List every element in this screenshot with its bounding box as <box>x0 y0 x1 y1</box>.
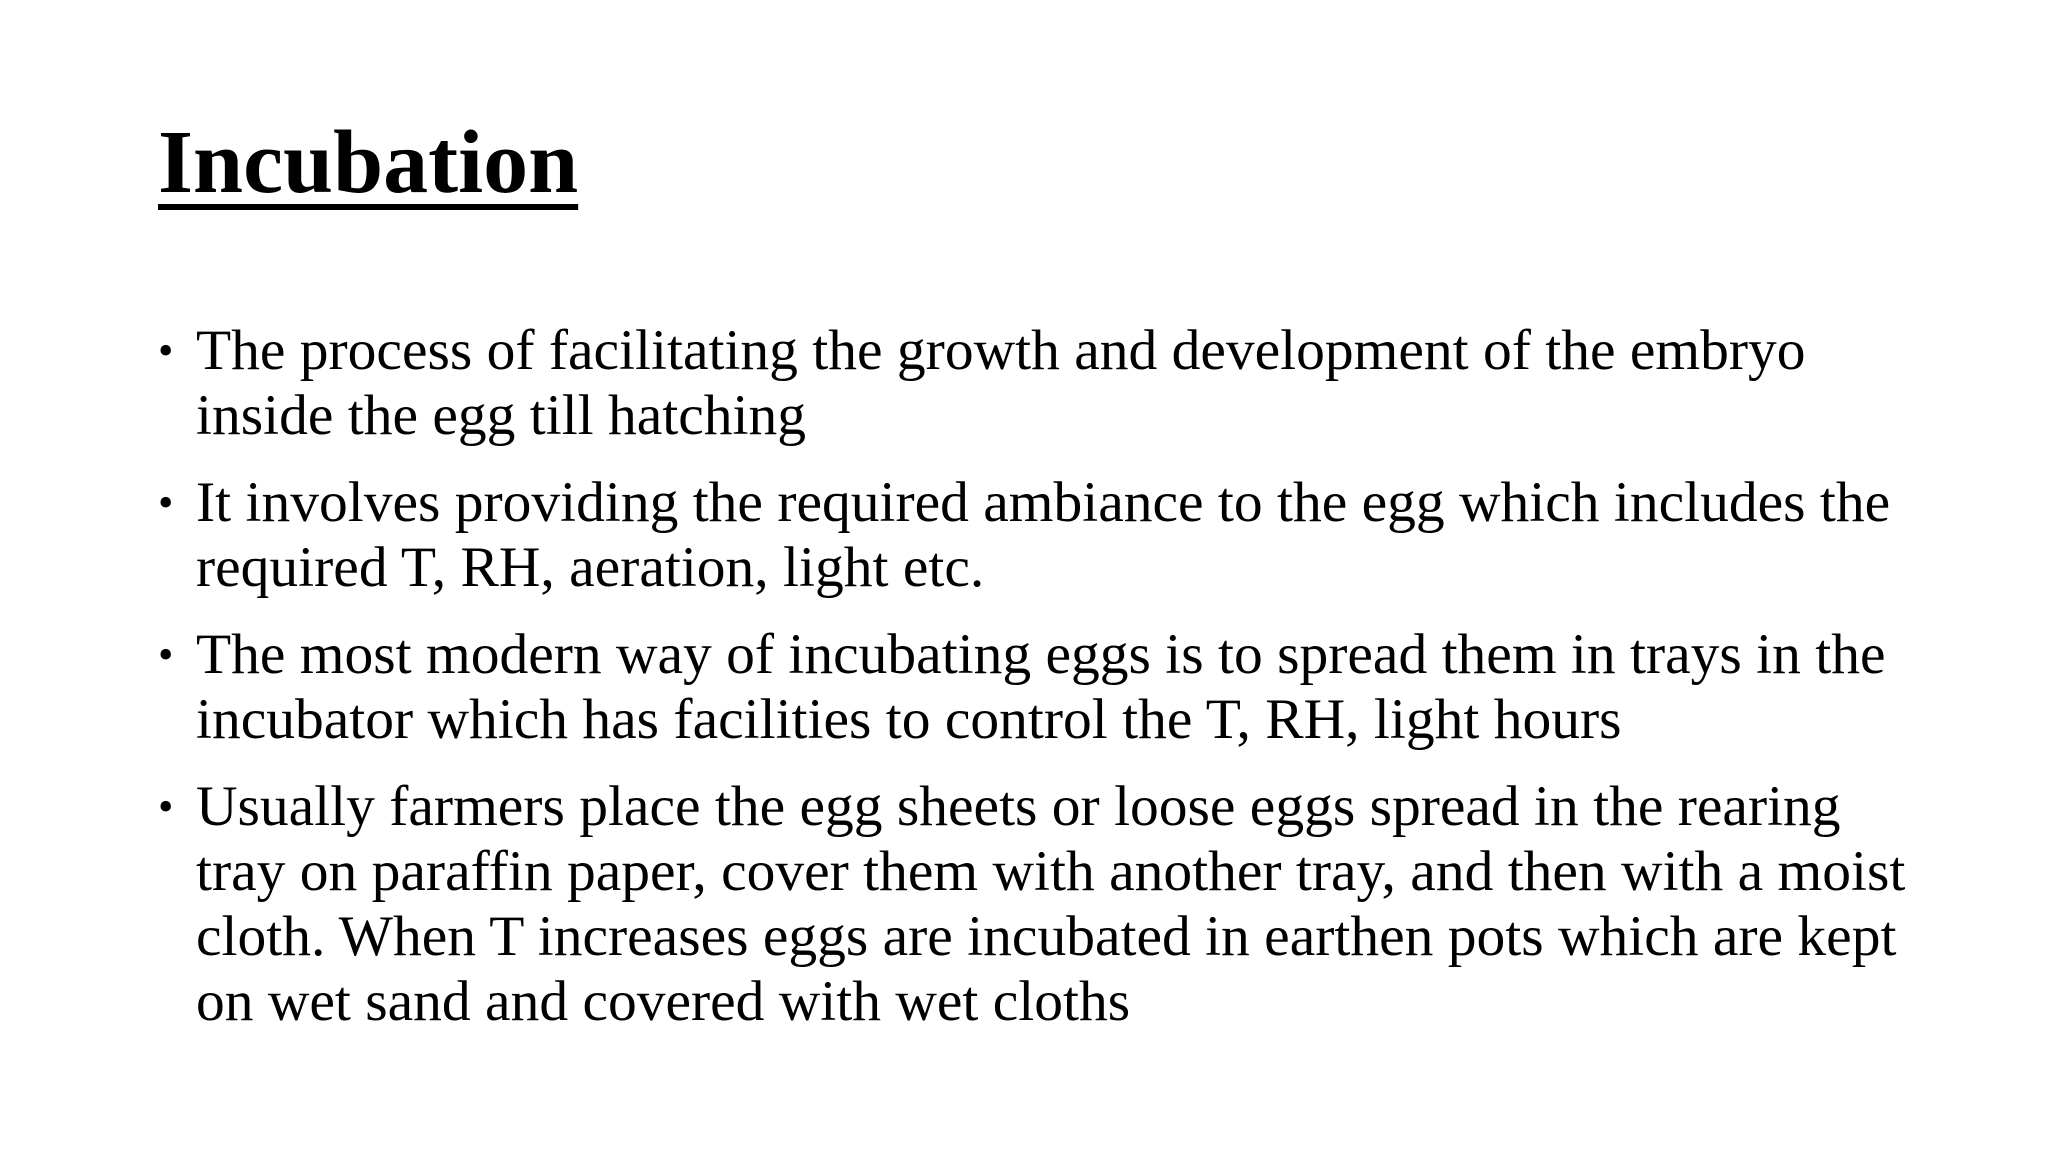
bullet-dot-icon: • <box>158 630 174 679</box>
bullet-dot-icon: • <box>158 326 174 375</box>
bullet-text: The process of facilitating the growth and development of the embryo inside the egg till hatching <box>196 319 1806 447</box>
bullet-dot-icon: • <box>158 782 174 831</box>
bullet-text: Usually farmers place the egg sheets or loose eggs spread in the rearing tray on paraffin paper, cover them with another tray, and then with a moist cloth. When T increases eggs are incubated in earthen pots which are kept on wet sand and covered with wet cloths <box>196 775 1906 1033</box>
bullet-list <box>158 318 1918 1056</box>
bullet-dot-icon: • <box>158 478 174 527</box>
bullet-item <box>158 774 1918 1034</box>
bullet-item <box>158 318 1918 448</box>
bullet-item <box>158 622 1918 752</box>
bullet-text: The most modern way of incubating eggs is to spread them in trays in the incubator which has facilities to control the T, RH, light hours <box>196 623 1886 751</box>
bullet-item <box>158 470 1918 600</box>
bullet-text: It involves providing the required ambiance to the egg which includes the required T, RH, aeration, light etc. <box>196 471 1891 599</box>
slide-title: Incubation <box>158 113 579 212</box>
